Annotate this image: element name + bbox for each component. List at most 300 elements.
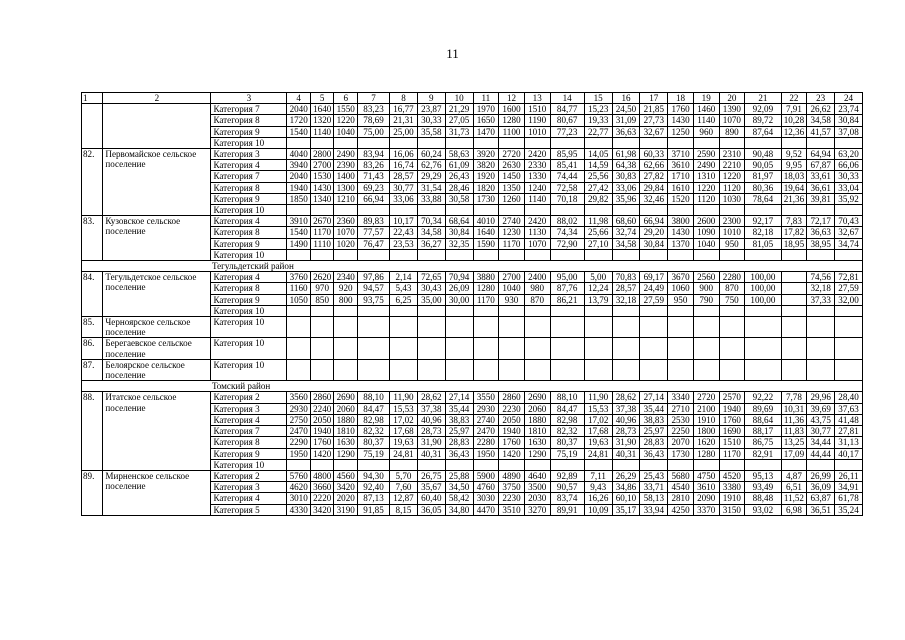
value-cell: 4560 bbox=[334, 470, 358, 481]
value-cell: 1170 bbox=[310, 227, 334, 238]
value-cell bbox=[357, 459, 389, 470]
value-cell bbox=[473, 205, 499, 216]
value-cell: 1010 bbox=[719, 227, 745, 238]
value-cell: 1340 bbox=[310, 193, 334, 204]
value-cell: 21,36 bbox=[781, 193, 807, 204]
value-cell: 28,40 bbox=[835, 392, 863, 403]
value-cell: 34,58 bbox=[417, 227, 445, 238]
value-cell bbox=[781, 317, 807, 338]
value-cell: 7,91 bbox=[781, 104, 807, 115]
category-cell: Категория 10 bbox=[211, 338, 287, 359]
value-cell bbox=[781, 137, 807, 148]
value-cell bbox=[807, 137, 835, 148]
value-cell bbox=[287, 459, 311, 470]
value-cell: 4040 bbox=[287, 149, 311, 160]
value-cell: 40,31 bbox=[417, 448, 445, 459]
value-cell: 2420 bbox=[524, 149, 550, 160]
value-cell: 35,24 bbox=[835, 504, 863, 515]
value-cell bbox=[287, 305, 311, 316]
value-cell: 1100 bbox=[499, 126, 525, 137]
value-cell: 2530 bbox=[668, 414, 694, 425]
value-cell: 4,87 bbox=[781, 470, 807, 481]
value-cell: 72,58 bbox=[550, 182, 584, 193]
value-cell: 31,09 bbox=[612, 115, 640, 126]
value-cell bbox=[473, 137, 499, 148]
value-cell: 2700 bbox=[310, 160, 334, 171]
value-cell: 1030 bbox=[719, 193, 745, 204]
settlement-name: Кузовское сельское поселение bbox=[103, 216, 211, 261]
value-cell: 3550 bbox=[473, 392, 499, 403]
value-cell: 27,14 bbox=[640, 392, 668, 403]
value-cell: 2230 bbox=[499, 403, 525, 414]
value-cell: 70,43 bbox=[835, 216, 863, 227]
value-cell bbox=[584, 317, 612, 338]
value-cell: 6,25 bbox=[390, 294, 418, 305]
value-cell: 15,53 bbox=[390, 403, 418, 414]
value-cell: 31,90 bbox=[417, 437, 445, 448]
value-cell: 34,58 bbox=[807, 115, 835, 126]
value-cell bbox=[524, 338, 550, 359]
value-cell bbox=[357, 317, 389, 338]
value-cell bbox=[584, 249, 612, 260]
category-cell: Категория 7 bbox=[211, 426, 287, 437]
value-cell: 64,94 bbox=[807, 149, 835, 160]
value-cell: 1940 bbox=[310, 426, 334, 437]
value-cell bbox=[473, 338, 499, 359]
value-cell: 1110 bbox=[310, 238, 334, 249]
value-cell: 30,84 bbox=[445, 227, 473, 238]
value-cell: 72,90 bbox=[550, 238, 584, 249]
value-cell: 25,56 bbox=[584, 171, 612, 182]
value-cell bbox=[524, 317, 550, 338]
value-cell: 3760 bbox=[287, 272, 311, 283]
header-cell: 17 bbox=[640, 93, 668, 104]
value-cell: 35,44 bbox=[640, 403, 668, 414]
value-cell: 36,63 bbox=[612, 126, 640, 137]
value-cell bbox=[668, 305, 694, 316]
value-cell: 2810 bbox=[668, 493, 694, 504]
value-cell: 60,40 bbox=[417, 493, 445, 504]
value-cell bbox=[693, 249, 719, 260]
settlement-name: Берегаевское сельское поселение bbox=[103, 338, 211, 359]
value-cell: 1310 bbox=[693, 171, 719, 182]
value-cell: 92,17 bbox=[745, 216, 781, 227]
value-cell: 24,50 bbox=[612, 104, 640, 115]
value-cell: 33,88 bbox=[417, 193, 445, 204]
value-cell: 1920 bbox=[473, 171, 499, 182]
header-cell: 11 bbox=[473, 93, 499, 104]
value-cell: 82,32 bbox=[357, 426, 389, 437]
value-cell: 61,09 bbox=[445, 160, 473, 171]
value-cell: 1280 bbox=[473, 283, 499, 294]
value-cell: 72,17 bbox=[807, 216, 835, 227]
value-cell: 35,67 bbox=[417, 482, 445, 493]
value-cell: 1880 bbox=[334, 414, 358, 425]
value-cell: 1370 bbox=[668, 238, 694, 249]
value-cell: 8,15 bbox=[390, 504, 418, 515]
value-cell: 1450 bbox=[499, 171, 525, 182]
value-cell: 32,74 bbox=[612, 227, 640, 238]
value-cell: 11,83 bbox=[781, 426, 807, 437]
row-number: 88. bbox=[82, 392, 103, 470]
value-cell bbox=[693, 459, 719, 470]
value-cell: 69,17 bbox=[640, 272, 668, 283]
value-cell: 36,63 bbox=[807, 227, 835, 238]
value-cell: 10,31 bbox=[781, 403, 807, 414]
value-cell: 1950 bbox=[473, 448, 499, 459]
value-cell bbox=[473, 359, 499, 380]
value-cell: 92,22 bbox=[745, 392, 781, 403]
row-number bbox=[82, 104, 103, 149]
value-cell: 74,44 bbox=[550, 171, 584, 182]
value-cell: 1300 bbox=[334, 182, 358, 193]
value-cell bbox=[417, 305, 445, 316]
value-cell: 2250 bbox=[668, 426, 694, 437]
value-cell: 31,54 bbox=[417, 182, 445, 193]
value-cell bbox=[612, 249, 640, 260]
table-row bbox=[82, 149, 863, 160]
value-cell: 2600 bbox=[693, 216, 719, 227]
value-cell: 81,97 bbox=[745, 171, 781, 182]
value-cell: 800 bbox=[334, 294, 358, 305]
value-cell bbox=[693, 317, 719, 338]
value-cell: 1040 bbox=[499, 283, 525, 294]
value-cell: 12,87 bbox=[390, 493, 418, 504]
value-cell: 12,36 bbox=[781, 126, 807, 137]
header-cell: 1 bbox=[82, 93, 103, 104]
value-cell: 35,17 bbox=[612, 504, 640, 515]
value-cell: 4750 bbox=[693, 470, 719, 481]
value-cell bbox=[287, 359, 311, 380]
value-cell bbox=[390, 359, 418, 380]
table-row bbox=[82, 338, 863, 359]
value-cell: 1810 bbox=[334, 426, 358, 437]
table-row bbox=[82, 317, 863, 338]
value-cell: 1140 bbox=[693, 115, 719, 126]
value-cell: 1910 bbox=[719, 493, 745, 504]
value-cell: 1420 bbox=[310, 448, 334, 459]
value-cell: 2050 bbox=[310, 414, 334, 425]
value-cell: 74,56 bbox=[807, 272, 835, 283]
value-cell: 90,48 bbox=[745, 149, 781, 160]
value-cell: 34,50 bbox=[445, 482, 473, 493]
value-cell: 950 bbox=[719, 238, 745, 249]
value-cell: 39,69 bbox=[807, 403, 835, 414]
value-cell: 26,29 bbox=[612, 470, 640, 481]
value-cell: 1800 bbox=[693, 426, 719, 437]
value-cell: 61,98 bbox=[612, 149, 640, 160]
value-cell bbox=[390, 137, 418, 148]
value-cell: 2930 bbox=[473, 403, 499, 414]
value-cell: 2040 bbox=[287, 104, 311, 115]
value-cell bbox=[310, 317, 334, 338]
value-cell: 1170 bbox=[499, 238, 525, 249]
header-cell: 2 bbox=[103, 93, 211, 104]
value-cell: 1690 bbox=[719, 426, 745, 437]
value-cell: 1140 bbox=[310, 126, 334, 137]
value-cell: 17,82 bbox=[781, 227, 807, 238]
value-cell bbox=[584, 359, 612, 380]
category-cell: Категория 9 bbox=[211, 126, 287, 137]
value-cell: 92,40 bbox=[357, 482, 389, 493]
value-cell: 88,17 bbox=[745, 426, 781, 437]
value-cell: 24,49 bbox=[640, 283, 668, 294]
value-cell: 90,57 bbox=[550, 482, 584, 493]
value-cell: 34,80 bbox=[445, 504, 473, 515]
category-cell: Категория 8 bbox=[211, 283, 287, 294]
table-row bbox=[82, 392, 863, 403]
value-cell: 2400 bbox=[524, 272, 550, 283]
value-cell: 9,95 bbox=[781, 160, 807, 171]
value-cell bbox=[499, 305, 525, 316]
value-cell: 16,77 bbox=[390, 104, 418, 115]
value-cell: 4800 bbox=[310, 470, 334, 481]
value-cell: 22,77 bbox=[584, 126, 612, 137]
row-number: 87. bbox=[82, 359, 103, 380]
value-cell bbox=[499, 338, 525, 359]
value-cell: 11,36 bbox=[781, 414, 807, 425]
value-cell: 82,98 bbox=[550, 414, 584, 425]
value-cell: 2670 bbox=[310, 216, 334, 227]
value-cell bbox=[310, 359, 334, 380]
value-cell: 1060 bbox=[668, 283, 694, 294]
value-cell bbox=[524, 249, 550, 260]
value-cell: 22,43 bbox=[390, 227, 418, 238]
value-cell: 3670 bbox=[668, 272, 694, 283]
value-cell: 1940 bbox=[719, 403, 745, 414]
value-cell: 35,58 bbox=[417, 126, 445, 137]
value-cell bbox=[807, 359, 835, 380]
value-cell bbox=[745, 205, 781, 216]
table-row bbox=[82, 272, 863, 283]
value-cell: 71,43 bbox=[357, 171, 389, 182]
value-cell: 36,27 bbox=[417, 238, 445, 249]
value-cell: 1510 bbox=[719, 437, 745, 448]
value-cell bbox=[473, 305, 499, 316]
value-cell bbox=[417, 249, 445, 260]
value-cell: 1170 bbox=[719, 448, 745, 459]
value-cell: 1170 bbox=[473, 294, 499, 305]
value-cell: 2470 bbox=[287, 426, 311, 437]
value-cell: 77,23 bbox=[550, 126, 584, 137]
value-cell: 4760 bbox=[473, 482, 499, 493]
value-cell bbox=[417, 317, 445, 338]
value-cell bbox=[781, 338, 807, 359]
value-cell: 38,95 bbox=[807, 238, 835, 249]
value-cell: 39,81 bbox=[807, 193, 835, 204]
value-cell: 83,94 bbox=[357, 149, 389, 160]
value-cell bbox=[612, 317, 640, 338]
value-cell bbox=[668, 459, 694, 470]
value-cell: 41,57 bbox=[807, 126, 835, 137]
value-cell: 1220 bbox=[334, 115, 358, 126]
value-cell bbox=[745, 459, 781, 470]
value-cell bbox=[310, 338, 334, 359]
value-cell: 1640 bbox=[310, 104, 334, 115]
value-cell: 2720 bbox=[499, 149, 525, 160]
value-cell: 2070 bbox=[668, 437, 694, 448]
value-cell bbox=[719, 338, 745, 359]
category-cell: Категория 9 bbox=[211, 238, 287, 249]
value-cell: 11,90 bbox=[584, 392, 612, 403]
value-cell bbox=[745, 305, 781, 316]
category-cell: Категория 2 bbox=[211, 470, 287, 481]
value-cell: 28,83 bbox=[640, 437, 668, 448]
value-cell: 1280 bbox=[693, 448, 719, 459]
category-cell: Категория 10 bbox=[211, 205, 287, 216]
header-cell: 14 bbox=[550, 93, 584, 104]
value-cell bbox=[334, 317, 358, 338]
category-cell: Категория 10 bbox=[211, 305, 287, 316]
value-cell: 75,00 bbox=[357, 126, 389, 137]
value-cell bbox=[499, 205, 525, 216]
value-cell bbox=[310, 137, 334, 148]
header-cell: 8 bbox=[390, 93, 418, 104]
value-cell: 3610 bbox=[693, 482, 719, 493]
value-cell bbox=[745, 338, 781, 359]
value-cell: 40,31 bbox=[612, 448, 640, 459]
value-cell: 3380 bbox=[719, 482, 745, 493]
value-cell: 95,00 bbox=[550, 272, 584, 283]
value-cell bbox=[524, 459, 550, 470]
value-cell: 9,52 bbox=[781, 149, 807, 160]
header-row bbox=[82, 93, 863, 104]
value-cell: 33,61 bbox=[807, 171, 835, 182]
value-cell: 1520 bbox=[668, 193, 694, 204]
value-cell bbox=[550, 338, 584, 359]
value-cell: 870 bbox=[524, 294, 550, 305]
value-cell: 100,00 bbox=[745, 272, 781, 283]
value-cell: 27,59 bbox=[835, 283, 863, 294]
value-cell bbox=[550, 459, 584, 470]
header-cell: 22 bbox=[781, 93, 807, 104]
value-cell bbox=[781, 305, 807, 316]
category-cell: Категория 7 bbox=[211, 104, 287, 115]
value-cell: 32,46 bbox=[640, 193, 668, 204]
value-cell: 16,74 bbox=[390, 160, 418, 171]
value-cell: 33,71 bbox=[640, 482, 668, 493]
value-cell: 58,42 bbox=[445, 493, 473, 504]
value-cell: 1460 bbox=[693, 104, 719, 115]
value-cell: 88,10 bbox=[357, 392, 389, 403]
value-cell: 5,00 bbox=[584, 272, 612, 283]
value-cell: 890 bbox=[719, 126, 745, 137]
category-cell: Категория 10 bbox=[211, 317, 287, 338]
value-cell: 1230 bbox=[499, 227, 525, 238]
value-cell bbox=[640, 305, 668, 316]
value-cell: 1420 bbox=[499, 448, 525, 459]
value-cell: 36,43 bbox=[445, 448, 473, 459]
value-cell: 24,81 bbox=[584, 448, 612, 459]
value-cell: 11,90 bbox=[390, 392, 418, 403]
category-cell: Категория 10 bbox=[211, 359, 287, 380]
value-cell: 84,47 bbox=[357, 403, 389, 414]
value-cell: 34,91 bbox=[835, 482, 863, 493]
category-cell: Категория 9 bbox=[211, 193, 287, 204]
value-cell bbox=[781, 294, 807, 305]
value-cell bbox=[445, 137, 473, 148]
value-cell: 1820 bbox=[473, 182, 499, 193]
value-cell bbox=[807, 305, 835, 316]
value-cell: 19,33 bbox=[584, 115, 612, 126]
header-cell: 16 bbox=[612, 93, 640, 104]
value-cell: 94,30 bbox=[357, 470, 389, 481]
value-cell: 40,17 bbox=[835, 448, 863, 459]
value-cell: 36,43 bbox=[640, 448, 668, 459]
value-cell: 35,92 bbox=[835, 193, 863, 204]
value-cell bbox=[334, 305, 358, 316]
table-body bbox=[82, 93, 863, 516]
value-cell: 25,97 bbox=[640, 426, 668, 437]
value-cell: 2690 bbox=[334, 392, 358, 403]
value-cell: 1730 bbox=[668, 448, 694, 459]
value-cell: 1010 bbox=[524, 126, 550, 137]
category-cell: Категория 3 bbox=[211, 149, 287, 160]
value-cell: 60,33 bbox=[640, 149, 668, 160]
value-cell: 30,33 bbox=[417, 115, 445, 126]
value-cell bbox=[807, 205, 835, 216]
value-cell: 30,83 bbox=[612, 171, 640, 182]
value-cell: 82,18 bbox=[745, 227, 781, 238]
value-cell: 28,73 bbox=[417, 426, 445, 437]
value-cell: 93,02 bbox=[745, 504, 781, 515]
value-cell: 90,05 bbox=[745, 160, 781, 171]
value-cell bbox=[668, 359, 694, 380]
value-cell: 1970 bbox=[473, 104, 499, 115]
value-cell: 72,81 bbox=[835, 272, 863, 283]
value-cell bbox=[584, 205, 612, 216]
value-cell: 1490 bbox=[287, 238, 311, 249]
table-row bbox=[82, 359, 863, 380]
value-cell: 2710 bbox=[668, 403, 694, 414]
value-cell: 15,53 bbox=[584, 403, 612, 414]
value-cell: 60,24 bbox=[417, 149, 445, 160]
value-cell: 2690 bbox=[524, 392, 550, 403]
value-cell: 10,28 bbox=[781, 115, 807, 126]
value-cell bbox=[640, 137, 668, 148]
value-cell: 1140 bbox=[524, 193, 550, 204]
value-cell: 26,99 bbox=[807, 470, 835, 481]
value-cell: 32,18 bbox=[612, 294, 640, 305]
value-cell: 1020 bbox=[334, 238, 358, 249]
value-cell: 25,97 bbox=[445, 426, 473, 437]
header-cell: 15 bbox=[584, 93, 612, 104]
value-cell: 1470 bbox=[473, 126, 499, 137]
value-cell bbox=[745, 359, 781, 380]
value-cell: 33,94 bbox=[640, 504, 668, 515]
value-cell: 26,75 bbox=[417, 470, 445, 481]
value-cell: 3500 bbox=[524, 482, 550, 493]
value-cell: 13,25 bbox=[781, 437, 807, 448]
value-cell: 1540 bbox=[287, 126, 311, 137]
value-cell: 25,00 bbox=[390, 126, 418, 137]
value-cell bbox=[445, 459, 473, 470]
value-cell: 1250 bbox=[668, 126, 694, 137]
value-cell: 64,38 bbox=[612, 160, 640, 171]
value-cell: 27,59 bbox=[640, 294, 668, 305]
value-cell: 41,48 bbox=[835, 414, 863, 425]
header-cell: 3 bbox=[211, 93, 287, 104]
value-cell bbox=[668, 338, 694, 359]
value-cell: 68,64 bbox=[445, 216, 473, 227]
value-cell bbox=[445, 338, 473, 359]
value-cell: 2490 bbox=[334, 149, 358, 160]
settlement-name: Черноярское сельское поселение bbox=[103, 317, 211, 338]
value-cell: 950 bbox=[668, 294, 694, 305]
value-cell: 2470 bbox=[473, 426, 499, 437]
value-cell bbox=[445, 317, 473, 338]
value-cell: 2490 bbox=[693, 160, 719, 171]
